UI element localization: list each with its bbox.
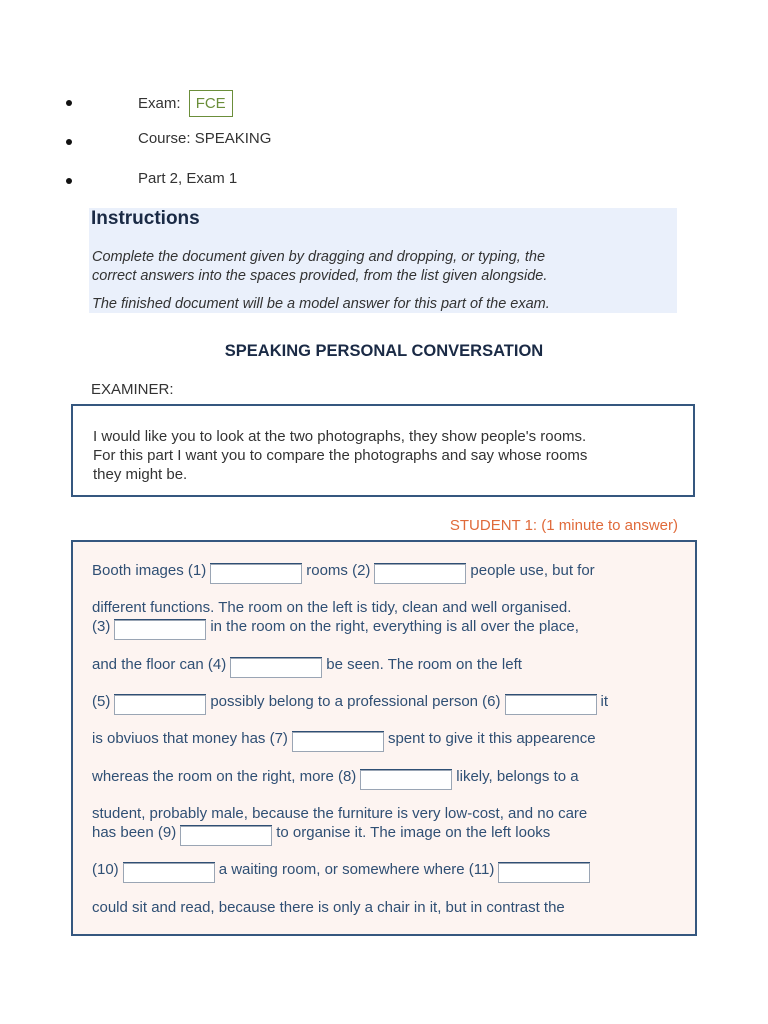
passage-line-9 bbox=[92, 824, 550, 846]
passage-text: (10) bbox=[92, 861, 119, 878]
passage-text: rooms (2) bbox=[306, 562, 371, 579]
examiner-prompt-box bbox=[71, 404, 695, 497]
answer-blank-6[interactable] bbox=[505, 695, 597, 715]
student-answer-box bbox=[71, 540, 697, 936]
examiner-line: they might be. bbox=[93, 466, 188, 483]
passage-text: people use, but for bbox=[470, 562, 595, 579]
passage-text: it bbox=[600, 693, 609, 710]
course-item: Course: SPEAKING bbox=[138, 130, 272, 147]
exam-label: Exam: bbox=[138, 95, 181, 112]
instructions-panel bbox=[89, 208, 677, 313]
passage-text: likely, belongs to a bbox=[456, 768, 579, 785]
bullet-dot bbox=[66, 178, 72, 184]
answer-blank-5[interactable] bbox=[114, 695, 206, 715]
passage-line-4 bbox=[92, 656, 522, 678]
exam-value-box: FCE bbox=[189, 90, 233, 117]
passage-line-2: different functions. The room on the left is tidy, clean and well organised. bbox=[92, 599, 572, 616]
passage-line-10 bbox=[92, 861, 594, 883]
passage-text: a waiting room, or somewhere where (11) bbox=[218, 861, 495, 878]
part-item: Part 2, Exam 1 bbox=[138, 170, 238, 187]
student-label: STUDENT 1: (1 minute to answer) bbox=[449, 517, 678, 534]
answer-blank-7[interactable] bbox=[292, 732, 384, 752]
answer-blank-2[interactable] bbox=[374, 564, 466, 584]
page-title: SPEAKING PERSONAL CONVERSATION bbox=[224, 342, 544, 360]
examiner-prompt bbox=[93, 427, 683, 484]
passage-line-3 bbox=[92, 618, 579, 640]
exam-item bbox=[138, 90, 233, 117]
passage-text: be seen. The room on the left bbox=[326, 656, 522, 673]
answer-blank-1[interactable] bbox=[210, 564, 302, 584]
passage-text: has been (9) bbox=[92, 824, 177, 841]
passage-line-5 bbox=[92, 693, 608, 715]
passage-line-1 bbox=[92, 562, 595, 584]
instructions-heading: Instructions bbox=[91, 208, 200, 229]
passage-text: (3) bbox=[92, 618, 111, 635]
passage-text: (5) bbox=[92, 693, 111, 710]
answer-blank-11[interactable] bbox=[498, 863, 590, 883]
instructions-text-line2: correct answers into the spaces provided, from the list given alongside. bbox=[92, 268, 548, 284]
bullet-dot bbox=[66, 139, 72, 145]
answer-blank-3[interactable] bbox=[114, 620, 206, 640]
passage-text: to organise it. The image on the left looks bbox=[276, 824, 551, 841]
passage-line-7 bbox=[92, 768, 579, 790]
passage-text: in the room on the right, everything is all over the place, bbox=[210, 618, 579, 635]
passage-line-6 bbox=[92, 730, 596, 752]
passage-text: whereas the room on the right, more (8) bbox=[92, 768, 357, 785]
passage-text: is obviuos that money has (7) bbox=[92, 730, 288, 747]
answer-blank-8[interactable] bbox=[360, 770, 452, 790]
passage-text: spent to give it this appearence bbox=[387, 730, 596, 747]
answer-blank-4[interactable] bbox=[230, 658, 322, 678]
examiner-line: I would like you to look at the two photographs, they show people's rooms. bbox=[93, 428, 587, 445]
examiner-line: For this part I want you to compare the photographs and say whose rooms bbox=[93, 447, 588, 464]
passage-text: possibly belong to a professional person (6) bbox=[210, 693, 501, 710]
passage-text: Booth images (1) bbox=[92, 562, 207, 579]
passage-text: and the floor can (4) bbox=[92, 656, 227, 673]
examiner-label: EXAMINER: bbox=[91, 381, 174, 398]
passage-line-8: student, probably male, because the furniture is very low-cost, and no care bbox=[92, 805, 588, 822]
answer-blank-10[interactable] bbox=[123, 863, 215, 883]
passage-line-11: could sit and read, because there is only a chair in it, but in contrast the bbox=[92, 899, 565, 916]
bullet-dot bbox=[66, 100, 72, 106]
instructions-text-line1: Complete the document given by dragging and dropping, or typing, the bbox=[92, 249, 546, 265]
instructions-text-para2: The finished document will be a model answer for this part of the exam. bbox=[92, 296, 550, 312]
answer-blank-9[interactable] bbox=[180, 826, 272, 846]
